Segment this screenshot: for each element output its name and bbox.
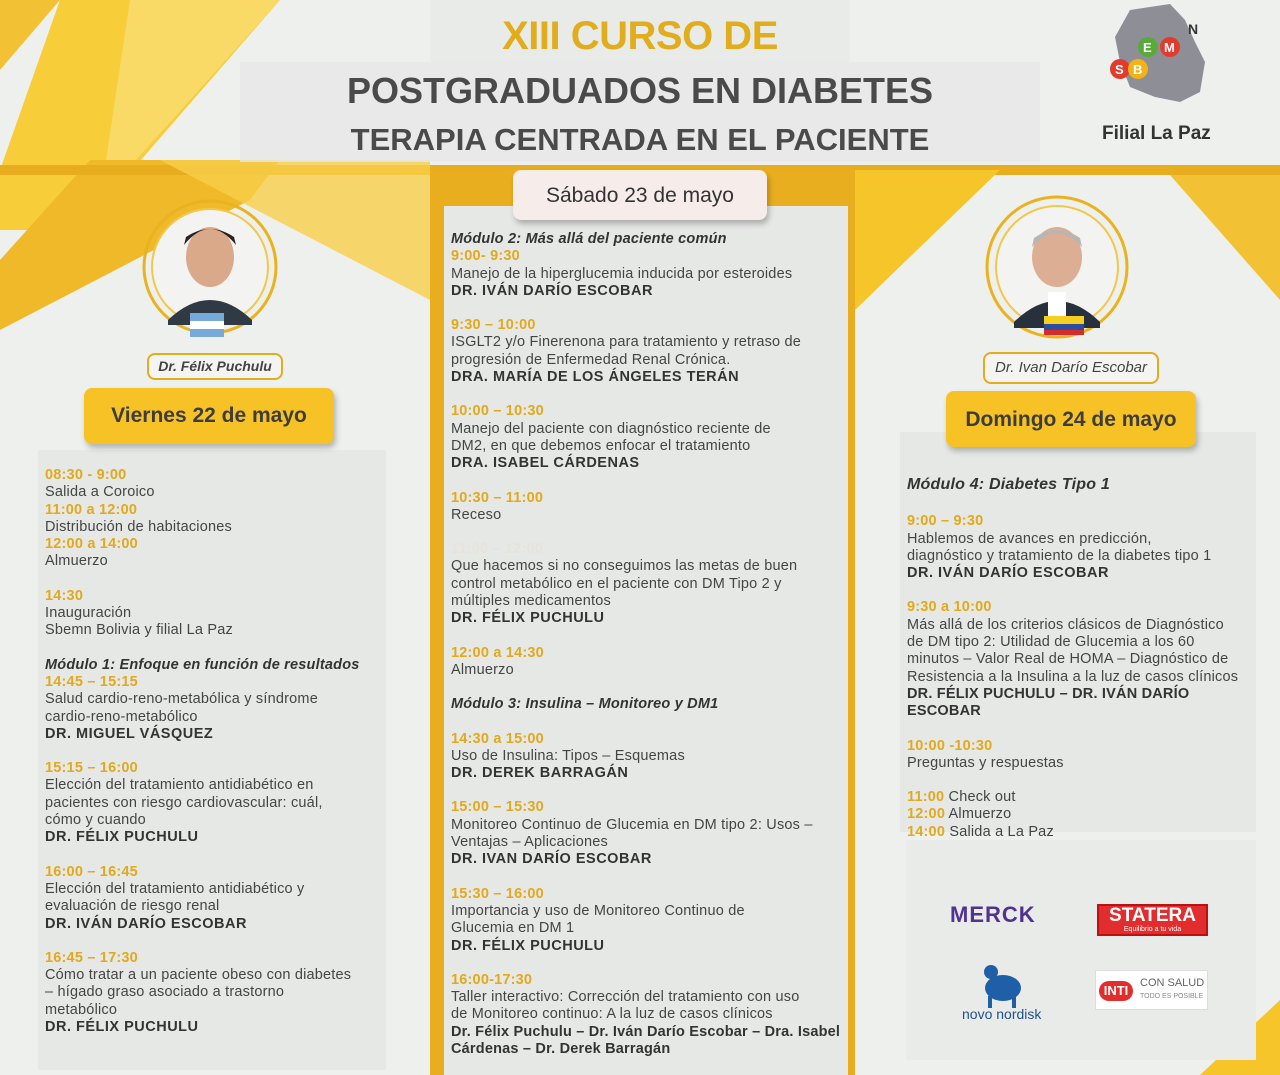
novo-nordisk-bull-icon xyxy=(978,958,1028,1008)
speaker-name-left: Dr. Félix Puchulu xyxy=(147,353,283,380)
day-label-friday: Viernes 22 de mayo xyxy=(84,388,334,444)
day-label-saturday: Sábado 23 de mayo xyxy=(513,170,767,220)
sponsors-panel xyxy=(906,840,1256,1060)
svg-text:B: B xyxy=(1133,62,1143,77)
speaker-name-right: Dr. Ivan Darío Escobar xyxy=(983,352,1159,384)
inti-logo: INTI CON SALUD TODO ES POSIBLE xyxy=(1095,970,1208,1010)
module-1-title: Módulo 1: Enfoque en función de resultados xyxy=(45,656,360,673)
sbemn-logo xyxy=(1100,2,1230,152)
module-2-title: Módulo 2: Más allá del paciente común xyxy=(451,231,727,247)
svg-text:M: M xyxy=(1164,40,1175,55)
module-4-title: Módulo 4: Diabetes Tipo 1 xyxy=(907,476,1110,493)
title-line-3: TERAPIA CENTRADA EN EL PACIENTE xyxy=(350,122,930,157)
bolivia-map-icon xyxy=(1100,2,1230,112)
svg-text:S: S xyxy=(1115,62,1124,77)
svg-text:N: N xyxy=(1188,21,1199,37)
friday-schedule: 08:30 - 9:00 Salida a Coroico 11:00 a 12:00 Distribución de habitaciones 12:00 a 14:00 Almuerzo 14:30 Inauguración Sbemn Bolivia y filial La Paz Módulo 1: Enfoque en función de resultados 14:45 – 15:15 Salud cardio-reno-metabólica y síndrome cardio-reno-metabólico DR. MIGUEL VÁSQUEZ 15:15 – 16:00 Elección del tratamiento antidiabético en pacientes con riesgo cardiovascular: cuál, cómo y cuando DR. FÉLIX PUCHULU 16:00 – 16:45 Elección del tratamiento antidiabético y evaluación de riesgo renal DR. IVÁN DARÍO ESCOBAR 16:45 – 17:30 Cómo tratar a un paciente obeso con diabetes – hígado graso asociado a trastorno metabólico DR. FÉLIX PUCHULU xyxy=(45,467,385,1036)
title-line-1: XIII CURSO DE xyxy=(502,14,778,58)
novo-nordisk-logo: novo nordisk xyxy=(962,1006,1042,1022)
day-label-sunday: Domingo 24 de mayo xyxy=(946,391,1196,447)
module-3-title: Módulo 3: Insulina – Monitoreo y DM1 xyxy=(451,696,719,713)
title-line-2: POSTGRADUADOS EN DIABETES xyxy=(346,70,934,111)
statera-logo: STATERA Equilibrio a tu vida xyxy=(1097,904,1208,936)
logo-subtitle: Filial La Paz xyxy=(1102,123,1211,144)
svg-text:E: E xyxy=(1143,40,1152,55)
speaker-photo-right xyxy=(982,192,1132,342)
sunday-schedule: Módulo 4: Diabetes Tipo 1 9:00 – 9:30 Hablemos de avances en predicción, diagnóstico y tratamiento de la diabetes tipo 1 DR. IVÁN DARÍO ESCOBAR 9:30 a 10:00 Más allá de los criterios clásicos de Diagnóstico de DM tipo 2: Utilidad de Glucemia a los 60 minutos – Valor Real de HOMA – Diagnóstico de Resistencia a la Insulina a la luz de casos clínicos DR. FÉLIX PUCHULU – DR. IVÁN DARÍO ESCOBAR 10:00 -10:30 Preguntas y respuestas 11:00 Check out 12:00 Almuerzo 14:00 Salida a La Paz xyxy=(907,476,1252,841)
merck-logo: MERCK xyxy=(950,902,1036,927)
saturday-schedule: Módulo 2: Más allá del paciente común 9:00- 9:30 Manejo de la hiperglucemia inducida por esteroides DR. IVÁN DARÍO ESCOBAR 9:30 – 10:00 ISGLT2 y/o Finerenona para tratamiento y retraso de progresión de Enfermedad Renal Crónica. DRA. MARÍA DE LOS ÁNGELES TERÁN 10:00 – 10:30 Manejo del paciente con diagnóstico reciente de DM2, en que debemos enfocar el tratamiento DRA. ISABEL CÁRDENAS 10:30 – 11:00 Receso 11:00 – 12:00 Que hacemos si no conseguimos las metas de buen control metabólico en el paciente con DM Tipo 2 y múltiples medicamentos DR. FÉLIX PUCHULU 12:00 a 14:30 Almuerzo Módulo 3: Insulina – Monitoreo y DM1 14:30 a 15:00 Uso de Insulina: Tipos – Esquemas DR. DEREK BARRAGÁN 15:00 – 15:30 Monitoreo Continuo de Glucemia en DM tipo 2: Usos – Ventajas – Aplicaciones DR. IVAN DARÍO ESCOBAR 15:30 – 16:00 Importancia y uso de Monitoreo Continuo de Glucemia en DM 1 DR. FÉLIX PUCHULU 16:00-17:30 Taller interactivo: Corrección del tratamiento con uso de Monitoreo continuo: A la luz de casos clínicos Dr. Félix Puchulu – Dr. Iván Darío Escobar – Dra. Isabel Cárdenas – Dr. Derek Barragán xyxy=(451,231,846,1058)
speaker-photo-left xyxy=(138,195,283,340)
